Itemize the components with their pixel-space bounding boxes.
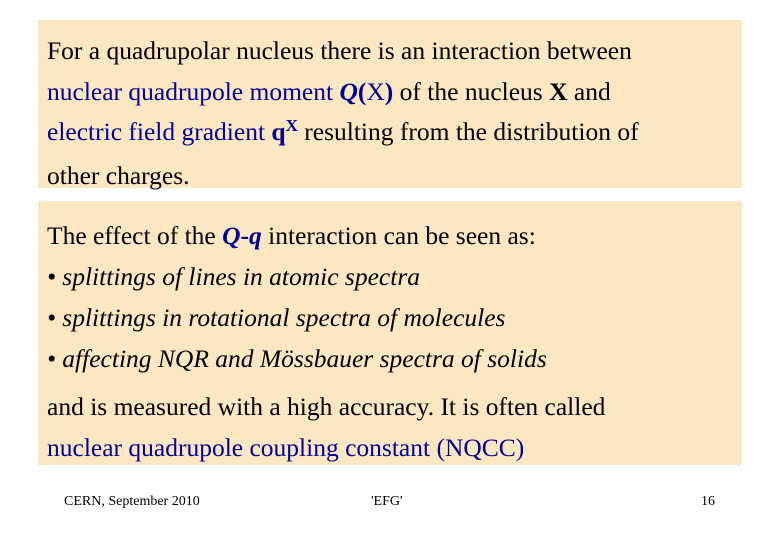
symbol-q-superscript: X xyxy=(285,116,298,135)
footer-title: 'EFG' xyxy=(371,494,403,509)
symbol-q: q xyxy=(271,117,286,146)
intro-line-1: For a quadrupolar nucleus there is an interaction between xyxy=(47,36,632,65)
effects-intro-start: The effect of the xyxy=(47,221,223,250)
intro-line-2-rest: of the nucleus xyxy=(393,76,550,106)
symbol-q-interaction: q xyxy=(249,221,262,250)
intro-line-2 xyxy=(47,72,742,113)
intro-line-3 xyxy=(47,112,742,156)
symbol-X: X xyxy=(366,76,385,106)
bullet-item: • affecting NQR and Mössbauer spectra of solids xyxy=(47,344,547,373)
dash: - xyxy=(240,221,250,250)
symbol-Q-interaction: Q xyxy=(222,221,241,250)
term-quadrupole-moment: nuclear quadrupole moment xyxy=(47,76,340,106)
paren-open: ( xyxy=(357,76,367,106)
footer-date: CERN, September 2010 xyxy=(64,494,200,509)
effects-text-box xyxy=(38,201,742,465)
effects-intro-end: interaction can be seen as: xyxy=(261,221,536,250)
effects-intro-line xyxy=(47,215,742,256)
symbol-Q: Q xyxy=(339,76,358,106)
nqcc-line: nuclear quadrupole coupling constant (NQCC) xyxy=(47,433,525,462)
nucleus-X: X xyxy=(549,76,568,106)
intro-line-3-rest: resulting from the distribution of xyxy=(297,117,639,146)
intro-text-box xyxy=(38,20,742,188)
bullet-item: • splittings in rotational spectra of molecules xyxy=(47,303,506,332)
paren-close: ) xyxy=(384,76,394,106)
term-efg: electric field gradient xyxy=(47,117,272,146)
accuracy-line: and is measured with a high accuracy. It is often called xyxy=(47,392,606,421)
intro-line-2-end: and xyxy=(567,76,611,106)
bullet-item: • splittings of lines in atomic spectra xyxy=(47,262,420,291)
intro-line-4: other charges. xyxy=(47,160,190,190)
slide-number: 16 xyxy=(701,494,715,509)
